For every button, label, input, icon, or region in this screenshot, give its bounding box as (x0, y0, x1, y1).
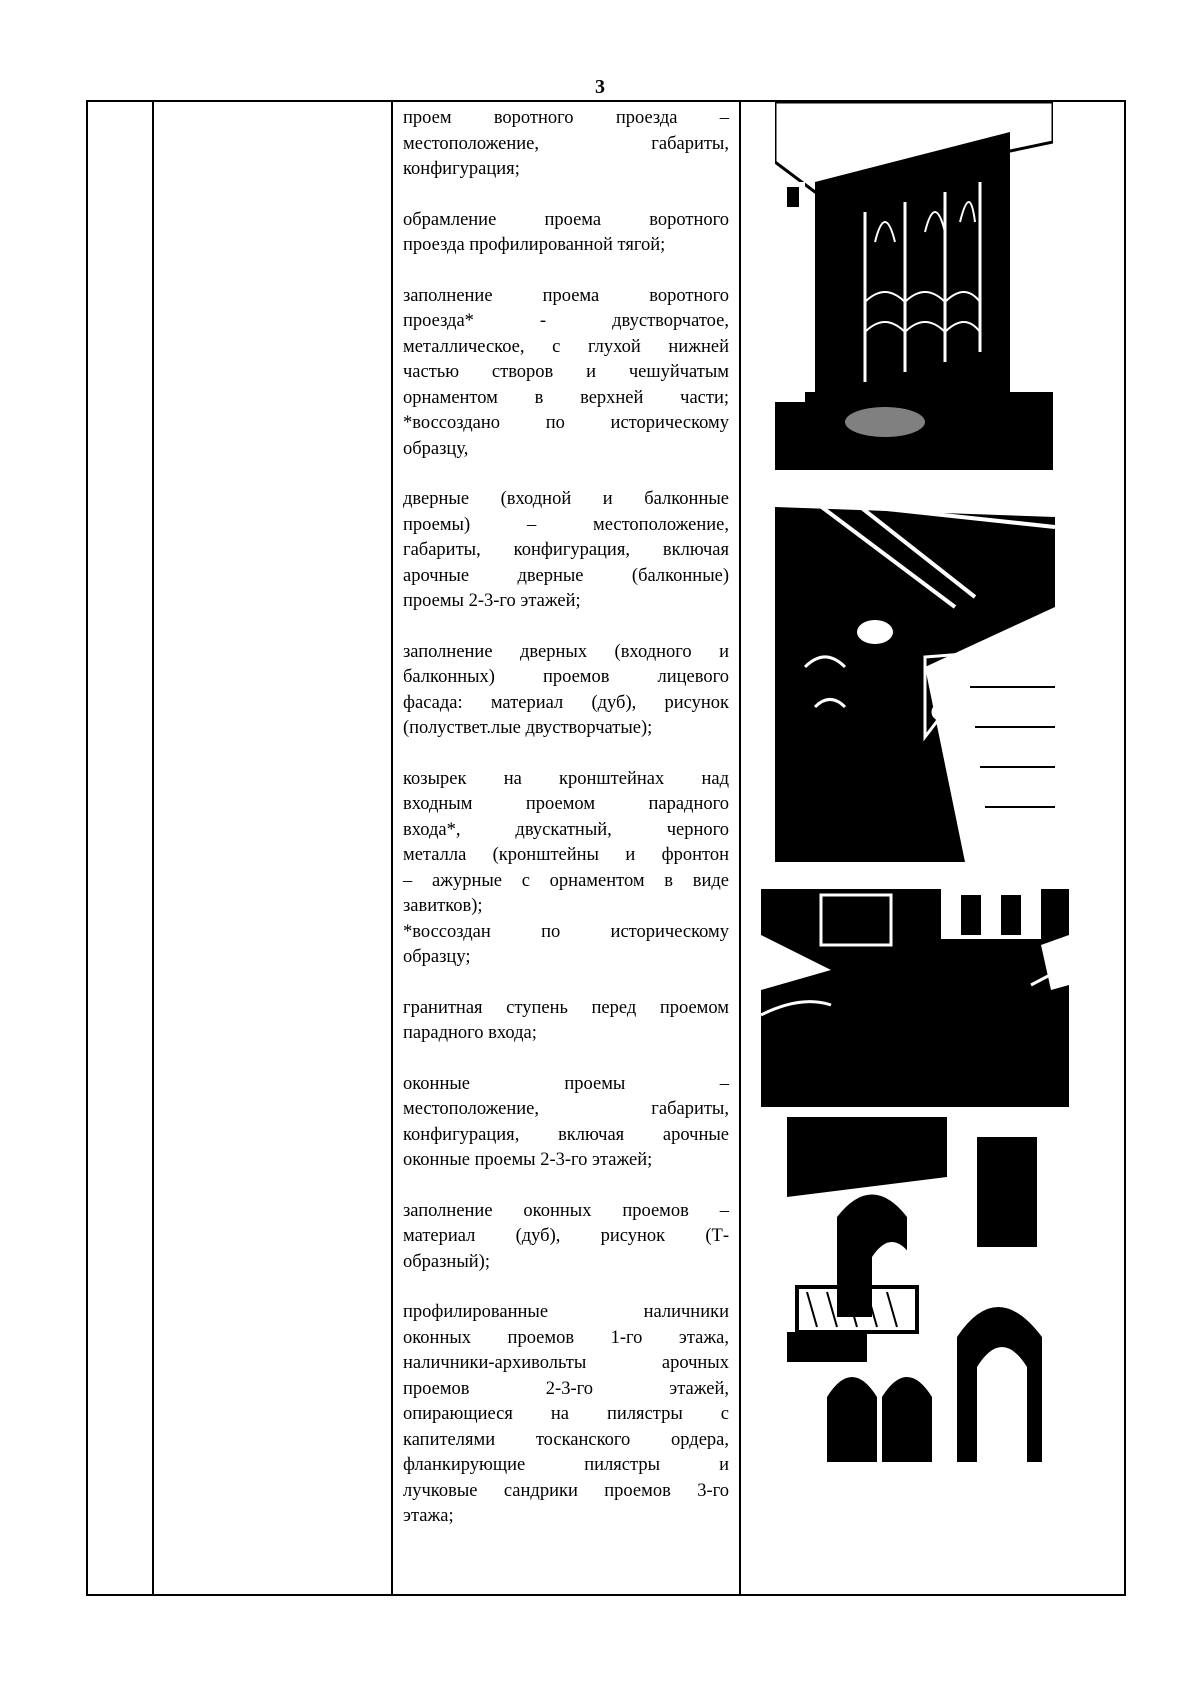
paragraph-line: козырек на кронштейнах над (403, 768, 729, 789)
paragraph-line: проезда профилированной тягой; (403, 235, 666, 255)
paragraph-line: гранитная ступень перед проемом (403, 997, 729, 1018)
paragraph-line: образцу, (403, 438, 469, 459)
paragraph-line: металла (кронштейны и фронтон (403, 845, 729, 865)
description-paragraph (403, 996, 729, 1047)
paragraph-line: материал (дуб), рисунок (Т- (403, 1226, 729, 1246)
paragraph-line: арочные дверные (балконные) (403, 565, 729, 586)
paragraph-line: балконных) проемов лицевого (403, 667, 729, 687)
description-paragraph (403, 487, 729, 615)
description-paragraph (403, 208, 729, 259)
paragraph-line: этажа; (403, 1506, 454, 1526)
paragraph-line: проем воротного проезда – (403, 108, 729, 128)
paragraph-line: оконные проемы – (403, 1073, 729, 1094)
description-paragraph (403, 767, 729, 971)
photo-windows (787, 1117, 1045, 1462)
description-paragraph (403, 284, 729, 463)
description-cell (392, 101, 740, 1595)
paragraph-line: проемов 2-3-го этажей, (403, 1378, 729, 1399)
paragraph-line: завитков); (403, 896, 483, 916)
paragraph-line: проезда* - двустворчатое, (403, 311, 729, 331)
name-cell (153, 101, 392, 1595)
paragraph-line: лучковые сандрики проемов 3-го (403, 1480, 729, 1501)
paragraph-line: фланкирующие пилястры и (403, 1455, 729, 1475)
paragraph-line: заполнение оконных проемов – (403, 1200, 729, 1221)
description-paragraph (403, 1300, 729, 1530)
paragraph-line: капителями тосканского ордера, (403, 1429, 729, 1450)
paragraph-line: – ажурные с орнаментом в виде (403, 870, 729, 891)
paragraph-line: (полуствет.лые двустворчатые); (403, 718, 653, 738)
description-paragraph (403, 1199, 729, 1276)
description-paragraph (403, 1072, 729, 1174)
paragraph-line: входа*, двускатный, черного (403, 819, 729, 840)
paragraph-line: *воссоздан по историческому (403, 921, 729, 942)
paragraph-line: образный); (403, 1251, 490, 1272)
paragraph-line: заполнение проема воротного (403, 285, 729, 306)
paragraph-line: габариты, конфигурация, включая (403, 540, 729, 560)
paragraph-line: фасада: материал (дуб), рисунок (403, 692, 729, 713)
paragraph-line: парадного входа; (403, 1023, 537, 1043)
description-paragraph (403, 106, 729, 183)
paragraph-line: металлическое, с глухой нижней (403, 336, 729, 357)
description-text (393, 102, 739, 1530)
paragraph-line: заполнение дверных (входного и (403, 641, 729, 662)
document-table (86, 100, 1126, 1596)
paragraph-line: оконных проемов 1-го этажа, (403, 1327, 729, 1348)
paragraph-line: профилированные наличники (403, 1302, 729, 1322)
photo-cell (740, 101, 1125, 1595)
table-row (87, 101, 1125, 1595)
page-number: 3 (595, 76, 605, 98)
photo-step (761, 875, 1069, 1107)
paragraph-line: опирающиеся на пилястры с (403, 1404, 729, 1424)
photo-column (741, 102, 1124, 1594)
paragraph-line: местоположение, габариты, (403, 133, 729, 154)
number-cell (87, 101, 153, 1595)
paragraph-line: конфигурация, включая арочные (403, 1124, 729, 1145)
paragraph-line: обрамление проема воротного (403, 209, 729, 230)
paragraph-line: образцу; (403, 947, 471, 967)
paragraph-line: местоположение, габариты, (403, 1099, 729, 1119)
paragraph-line: орнаментом в верхней части; (403, 387, 729, 408)
photo-gate (775, 102, 1053, 470)
paragraph-line: конфигурация; (403, 159, 520, 179)
paragraph-line: входным проемом парадного (403, 794, 729, 814)
paragraph-line: проемы) – местоположение, (403, 514, 729, 535)
paragraph-line: дверные (входной и балконные (403, 489, 729, 509)
photo-canopy (775, 487, 1055, 862)
paragraph-line: оконные проемы 2-3-го этажей; (403, 1150, 653, 1170)
paragraph-line: наличники-архивольты арочных (403, 1353, 729, 1373)
paragraph-line: *воссоздано по историческому (403, 413, 729, 433)
description-paragraph (403, 640, 729, 742)
paragraph-line: проемы 2-3-го этажей; (403, 591, 581, 611)
paragraph-line: частью створов и чешуйчатым (403, 362, 729, 382)
